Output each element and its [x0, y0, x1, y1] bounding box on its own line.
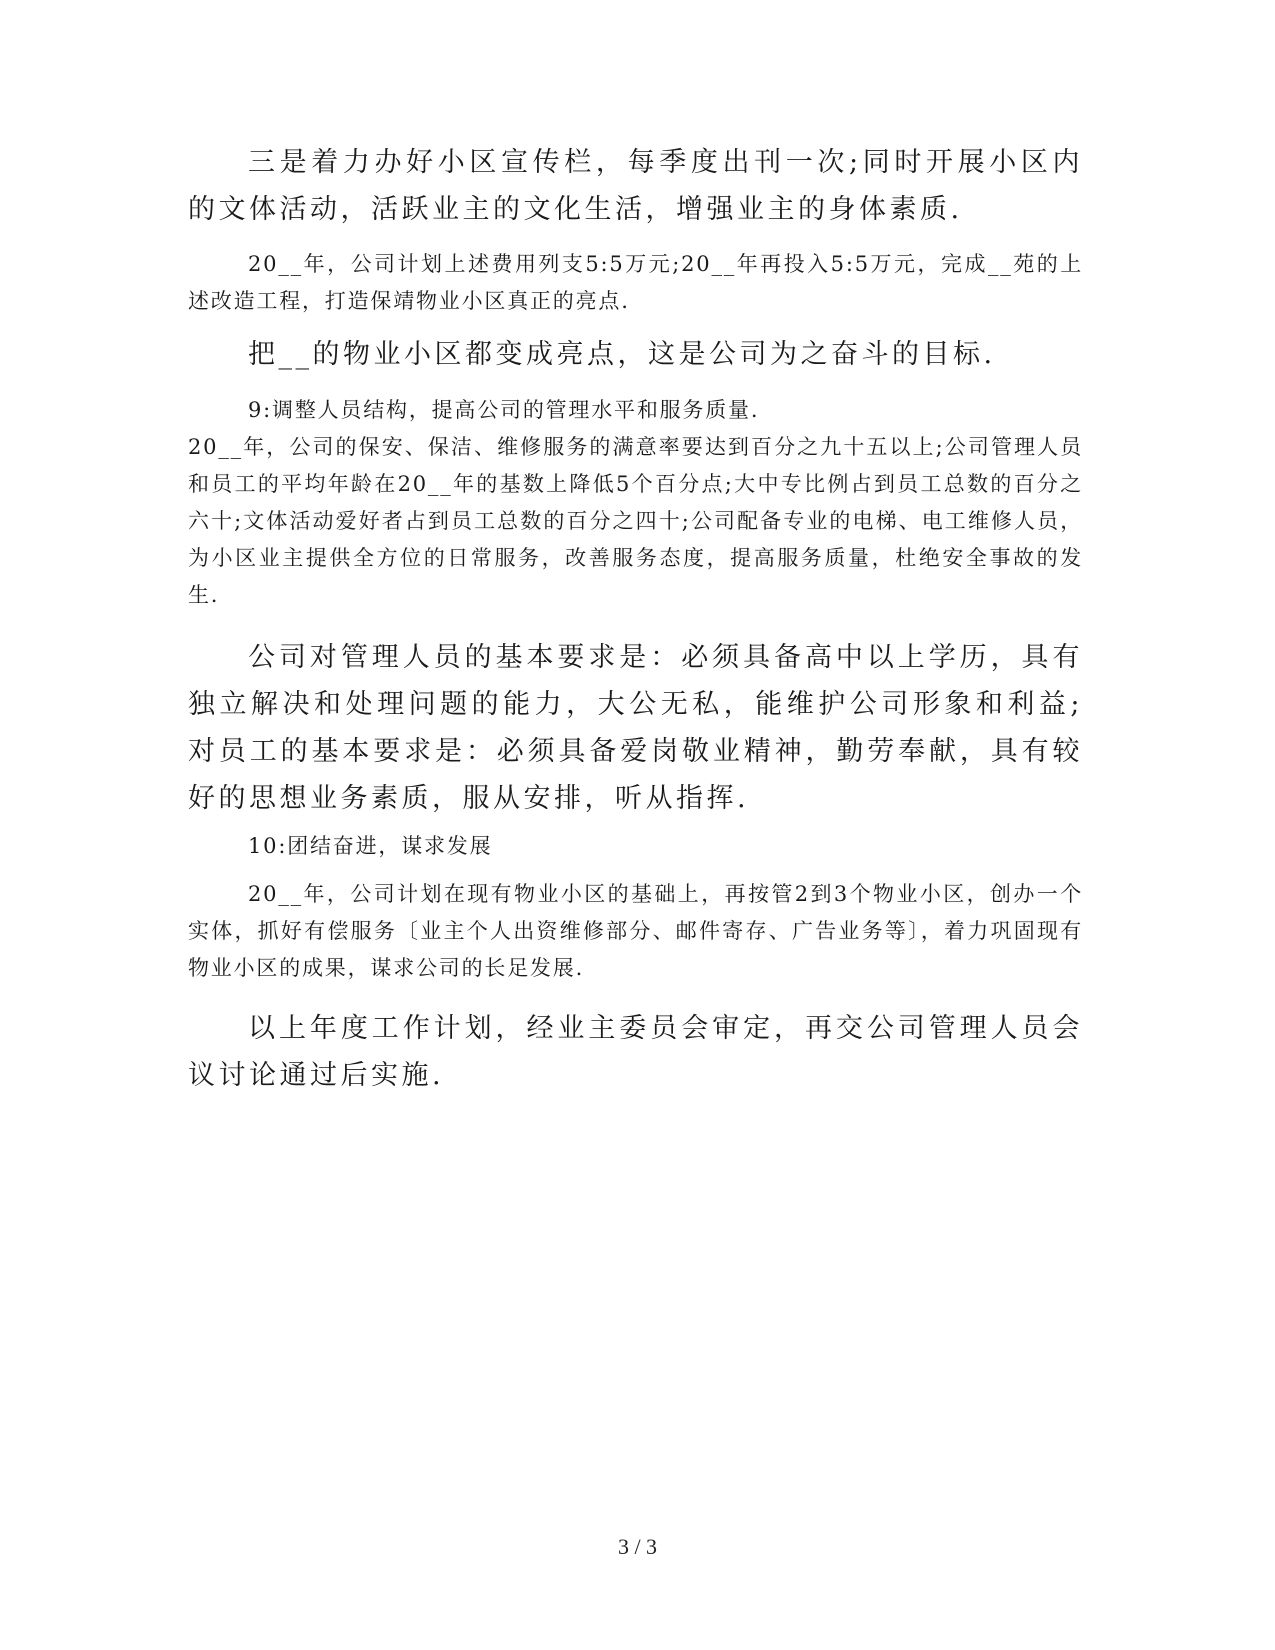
paragraph-conclusion: 以上年度工作计划，经业主委员会审定，再交公司管理人员会议讨论通过后实施. [188, 1013, 1083, 1091]
paragraph-heading-10: 10:团结奋进，谋求发展 [248, 834, 493, 858]
page-number: 3 / 3 [617, 1534, 658, 1559]
paragraph-bulletin-board: 三是着力办好小区宣传栏，每季度出刊一次;同时开展小区内的文体活动，活跃业主的文化生活，增强业主的身体素质. [188, 147, 1083, 225]
paragraph-staff-requirements: 公司对管理人员的基本要求是：必须具备高中以上学历，具有独立解决和处理问题的能力，大公无私，能维护公司形象和利益;对员工的基本要求是：必须具备爱岗敬业精神，勤劳奉献，具有较好的思想业务素质，服从安排，听从指挥. [188, 642, 1083, 814]
paragraph-heading-9: 9:调整人员结构，提高公司的管理水平和服务质量. [248, 398, 760, 422]
paragraph-goal: 把__的物业小区都变成亮点，这是公司为之奋斗的目标. [248, 339, 996, 370]
paragraph-satisfaction-targets: 20__年，公司的保安、保洁、维修服务的满意率要达到百分之九十五以上;公司管理人员和员工的平均年龄在20__年的基数上降低5个百分点;大中专比例占到员工总数的百分之六十;文体活动爱好者占到员工总数的百分之四十;公司配备专业的电梯、电工维修人员，为小区业主提供全方位的日常服务，改善服务态度，提高服务质量，杜绝安全事故的发生. [188, 435, 1083, 607]
paragraph-expansion-plan: 20__年，公司计划在现有物业小区的基础上，再按管2到3个物业小区，创办一个实体，抓好有偿服务〔业主个人出资维修部分、邮件寄存、广告业务等〕，着力巩固现有物业小区的成果，谋求公司的长足发展. [188, 882, 1083, 980]
paragraph-budget: 20__年，公司计划上述费用列支5:5万元;20__年再投入5:5万元，完成__苑的上述改造工程，打造保靖物业小区真正的亮点. [188, 252, 1083, 313]
